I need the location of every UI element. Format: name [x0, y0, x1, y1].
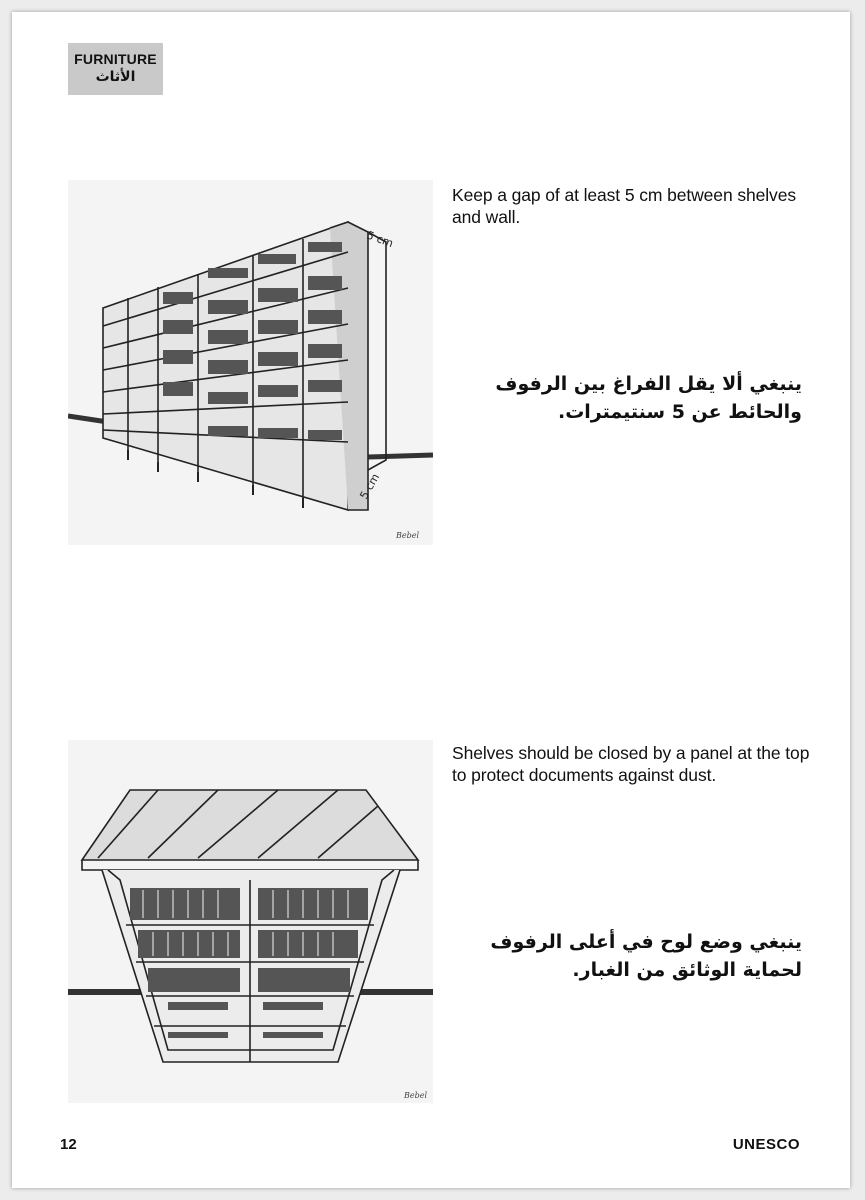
page-number: 12 [60, 1136, 77, 1153]
caption-en-2: Shelves should be closed by a panel at the top to protect documents against dust. [452, 743, 810, 785]
artist-signature: Bebel [396, 531, 420, 540]
artist-signature: Bebel [404, 1091, 428, 1100]
section-tab [68, 43, 163, 95]
caption-ar-2: ينبغي وضع لوح في أعلى الرفوف لحماية الوثائق من الغبار. [490, 931, 802, 981]
closed-top-shelves-drawing [68, 740, 433, 1103]
shelves-gap-drawing [68, 180, 433, 545]
shelves-gap-illustration [68, 180, 433, 545]
dimension-label-bottom: 5 cm [357, 471, 383, 502]
dimension-label-top: 5 cm [364, 228, 396, 251]
caption-ar-1: ينبغي ألا يقل الفراغ بين الرفوف والحائط عن 5 سنتيمترات. [495, 373, 802, 423]
closed-top-shelves-illustration [68, 740, 433, 1103]
publisher-name: UNESCO [732, 1136, 800, 1153]
document-page [12, 12, 850, 1188]
section-label-ar: الأثاث [95, 69, 136, 85]
caption-en-1: Keep a gap of at least 5 cm between shelves and wall. [452, 185, 796, 227]
section-label-en: FURNITURE [74, 51, 157, 67]
